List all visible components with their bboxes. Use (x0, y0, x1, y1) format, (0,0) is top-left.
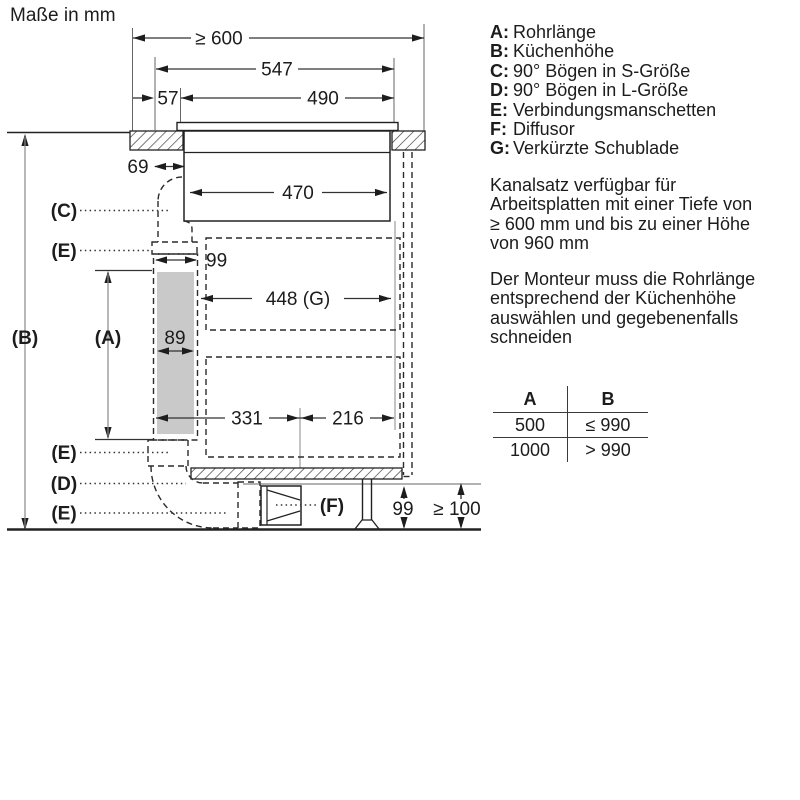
note-line: entsprechend der Küchenhöhe (490, 288, 737, 309)
legend-item-g (490, 139, 716, 158)
table-cell: 500 (493, 413, 568, 438)
plinth-foot-base (355, 520, 379, 529)
legend-item-c (490, 62, 716, 81)
note-duct-kit (490, 176, 752, 254)
worktop-right (392, 131, 425, 150)
legend-key: E: (490, 99, 508, 120)
dim-490: 490 (307, 88, 339, 110)
legend-label: Verkürzte Schublade (513, 138, 680, 159)
cabinet-bottom-panel (191, 468, 402, 479)
legend-label: Küchenhöhe (513, 41, 615, 62)
note-line: Arbeitsplatten mit einer Tiefe von (490, 194, 753, 215)
duct-gray-fill (157, 272, 194, 434)
legend (490, 23, 716, 159)
legend-key: B: (490, 41, 509, 62)
legend-label: Verbindungsmanschetten (513, 99, 717, 120)
legend-key: D: (490, 80, 509, 101)
label-a: (A) (94, 328, 122, 349)
legend-label: 90° Bögen in L-Größe (513, 80, 689, 101)
note-line: Der Monteur muss die Rohrlänge (490, 269, 756, 289)
note-line: auswählen und gegebenenfalls (490, 307, 739, 328)
connector-sleeve-mid (148, 440, 188, 466)
drawer-box-upper (206, 238, 400, 330)
legend-item-d (490, 81, 716, 100)
legend-item-e (490, 101, 716, 120)
dim-100-min: ≥ 100 (433, 499, 481, 520)
dim-69: 69 (127, 157, 149, 178)
legend-key: F: (490, 119, 507, 140)
note-line: Kanalsatz verfügbar für (490, 175, 677, 195)
legend-item-a (490, 23, 716, 42)
dim-99-plinth: 99 (392, 499, 414, 520)
label-e-upper: (E) (51, 241, 77, 262)
page-title: Maße in mm (10, 5, 116, 26)
note-line: schneiden (490, 327, 573, 348)
note-installer (490, 270, 755, 348)
label-b: (B) (11, 328, 39, 349)
dim-57: 57 (157, 88, 179, 110)
dim-331: 331 (231, 408, 263, 430)
dim-99-duct: 99 (206, 250, 228, 272)
label-d: (D) (50, 474, 78, 495)
legend-item-f (490, 120, 716, 139)
pipe-length-table (493, 386, 648, 462)
legend-key: G: (490, 138, 510, 159)
legend-label: 90° Bögen in S-Größe (513, 60, 691, 81)
table-cell: ≤ 990 (568, 413, 648, 438)
dim-470: 470 (282, 183, 314, 204)
label-c: (C) (50, 201, 78, 222)
dim-216: 216 (332, 408, 364, 430)
table-header-b: B (568, 386, 648, 413)
arrowheads (21, 34, 464, 530)
table-cell: > 990 (585, 440, 631, 460)
note-line: ≥ 600 mm und bis zu einer Höhe (490, 213, 751, 234)
hob-body (184, 131, 390, 221)
hob-top-plate (177, 123, 398, 131)
dim-89: 89 (164, 328, 186, 349)
table-header-a: A (493, 386, 568, 413)
label-f: (F) (319, 496, 345, 517)
note-line: von 960 mm (490, 233, 590, 254)
dim-448-g: 448 (G) (265, 289, 331, 310)
bend-s-upper (158, 177, 182, 201)
connector-sleeve-top (152, 242, 197, 254)
legend-label: Rohrlänge (513, 22, 597, 42)
dim-547: 547 (261, 59, 293, 81)
legend-item-b (490, 42, 716, 61)
label-e-lower: (E) (51, 503, 77, 525)
connector-sleeve-bottom (238, 482, 260, 528)
dim-worktop-depth: ≥ 600 (195, 28, 243, 50)
legend-key: C: (490, 60, 509, 81)
table-cell: 1000 (493, 438, 568, 462)
drawer-box-lower (206, 357, 400, 457)
worktop-left (130, 131, 183, 150)
label-e-mid: (E) (51, 443, 77, 464)
legend-label: Diffusor (513, 119, 575, 140)
legend-key: A: (490, 22, 509, 42)
